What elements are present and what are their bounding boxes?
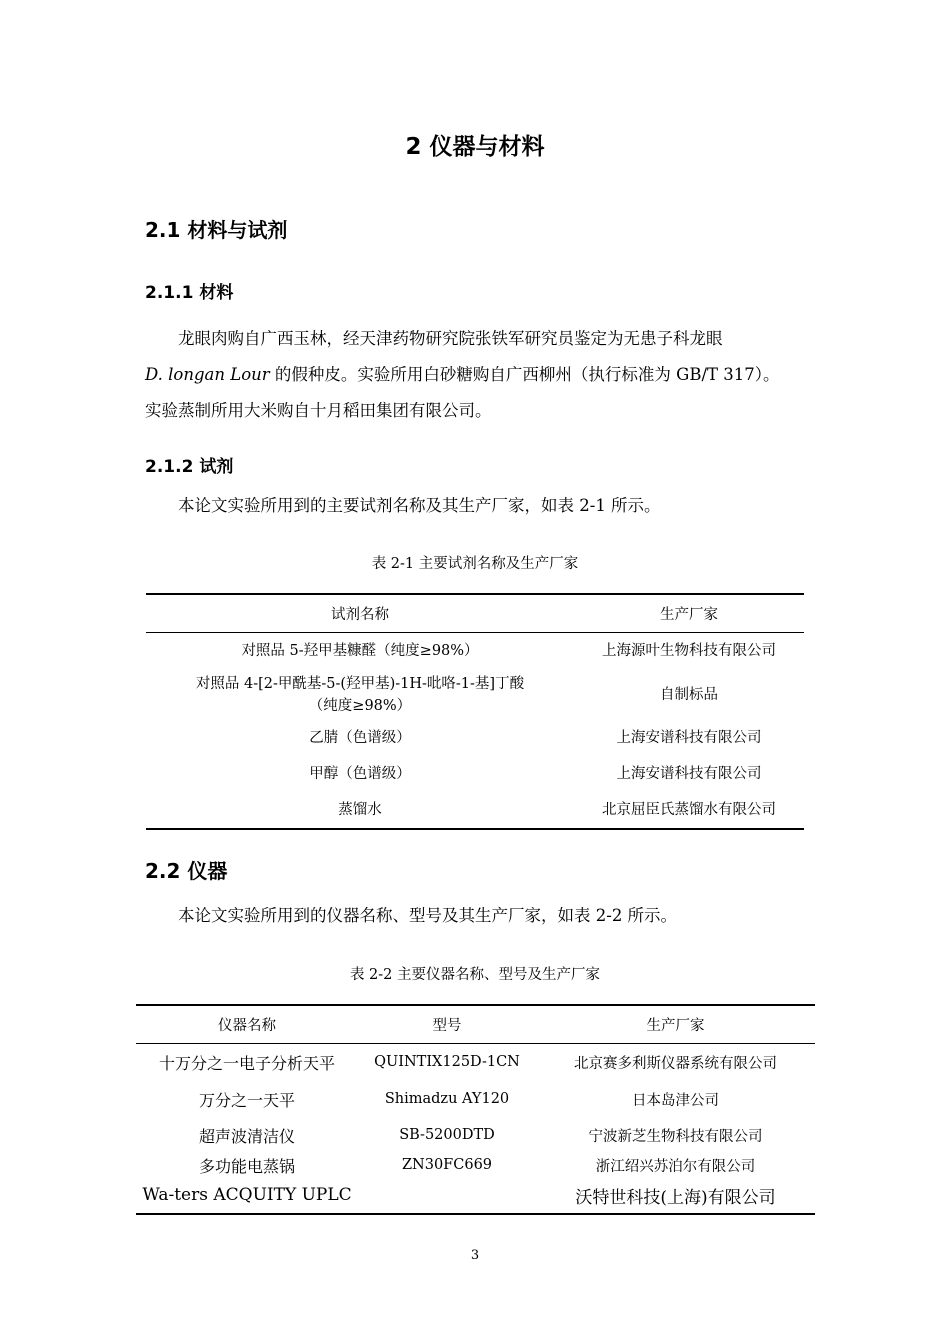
table-header-row bbox=[136, 1005, 815, 1044]
reagent-maker: 上海源叶生物科技有限公司 bbox=[602, 643, 776, 660]
table-2-1-caption: 表 2-1 主要试剂名称及生产厂家 bbox=[371, 556, 579, 572]
section-2-1-2-heading: 2.1.2 试剂 bbox=[145, 457, 234, 477]
reagents-table bbox=[146, 593, 804, 830]
section-2-2-heading: 2.2 仪器 bbox=[145, 859, 228, 883]
table-row bbox=[146, 720, 804, 756]
section-2-1-heading: 2.1 材料与试剂 bbox=[145, 218, 288, 242]
table-row bbox=[136, 1044, 815, 1081]
reagent-maker: 上海安谱科技有限公司 bbox=[616, 765, 762, 782]
instrument-maker: 北京赛多利斯仪器系统有限公司 bbox=[574, 1055, 777, 1072]
instrument-model bbox=[358, 1178, 536, 1214]
table-row bbox=[146, 792, 804, 829]
column-header-maker: 生产厂家 bbox=[574, 594, 804, 633]
instrument-name: 多功能电蒸锅 bbox=[198, 1156, 295, 1176]
instrument-name: 超声波清洁仪 bbox=[198, 1126, 295, 1146]
reagent-name: 蒸馏水 bbox=[338, 801, 382, 818]
instrument-maker: 宁波新芝生物科技有限公司 bbox=[588, 1128, 763, 1145]
instrument-maker: 浙江绍兴苏泊尔有限公司 bbox=[595, 1158, 756, 1175]
table-row bbox=[136, 1118, 815, 1153]
instrument-model: SB-5200DTD bbox=[399, 1127, 495, 1143]
reagent-maker: 北京屈臣氏蒸馏水有限公司 bbox=[602, 801, 776, 818]
instrument-name: 万分之一天平 bbox=[198, 1090, 295, 1110]
column-header-maker: 生产厂家 bbox=[536, 1005, 815, 1044]
instrument-model: ZN30FC669 bbox=[401, 1157, 493, 1173]
reagent-name-line-1: 对照品 4-[2-甲酰基-5-(羟甲基)-1H-吡咯-1-基]丁酸 bbox=[195, 675, 525, 692]
instrument-model: QUINTIX125D-1CN bbox=[374, 1054, 520, 1071]
instruments-intro-text: 本论文实验所用到的仪器名称、型号及其生产厂家，如表 2-2 所示。 bbox=[178, 906, 678, 925]
species-name: D. longan Lour bbox=[145, 365, 270, 384]
table-row bbox=[146, 633, 804, 670]
reagent-name-line-2: （纯度≥98%） bbox=[308, 697, 412, 714]
table-row bbox=[136, 1081, 815, 1118]
instrument-model: Shimadzu AY120 bbox=[384, 1091, 510, 1107]
column-header-reagent: 试剂名称 bbox=[146, 594, 574, 633]
instrument-name: 十万分之一电子分析天平 bbox=[158, 1053, 335, 1073]
reagent-name: 对照品 5-羟甲基糠醛（纯度≥98%） bbox=[241, 643, 479, 660]
table-row bbox=[146, 756, 804, 792]
instruments-table bbox=[136, 1004, 815, 1215]
reagent-maker: 上海安谱科技有限公司 bbox=[616, 729, 762, 746]
reagent-maker: 自制标品 bbox=[660, 686, 718, 703]
table-2-2-caption: 表 2-2 主要仪器名称、型号及生产厂家 bbox=[349, 967, 601, 983]
instruments-intro bbox=[145, 898, 810, 934]
materials-line-1: 龙眼肉购自广西玉林，经天津药物研究院张铁军研究员鉴定为无患子科龙眼 bbox=[178, 329, 723, 348]
materials-paragraph bbox=[145, 321, 810, 429]
section-2-1-1-heading: 2.1.1 材料 bbox=[145, 283, 234, 303]
reagents-intro bbox=[145, 488, 810, 524]
materials-line-2 bbox=[145, 357, 810, 393]
reagent-name: 乙腈（色谱级） bbox=[309, 729, 411, 746]
column-header-instrument: 仪器名称 bbox=[136, 1005, 358, 1044]
table-row bbox=[146, 670, 804, 720]
page-number: 3 bbox=[470, 1248, 480, 1263]
materials-line-2-text: 的假种皮。实验所用白砂糖购自广西柳州（执行标准为 GB/T 317）。 bbox=[274, 365, 780, 384]
reagent-name: 甲醇（色谱级） bbox=[309, 765, 411, 782]
instrument-maker: 日本岛津公司 bbox=[632, 1092, 719, 1109]
column-header-model: 型号 bbox=[358, 1005, 536, 1044]
instrument-name: Wa-ters ACQUITY UPLC bbox=[142, 1185, 352, 1205]
table-row bbox=[136, 1153, 815, 1178]
chapter-title: 2 仪器与材料 bbox=[405, 134, 545, 160]
table-row bbox=[136, 1178, 815, 1214]
reagents-intro-text: 本论文实验所用到的主要试剂名称及其生产厂家，如表 2-1 所示。 bbox=[178, 496, 661, 515]
table-header-row bbox=[146, 594, 804, 633]
instrument-maker: 沃特世科技(上海)有限公司 bbox=[575, 1187, 776, 1208]
reagent-name bbox=[146, 670, 574, 720]
materials-line-3: 实验蒸制所用大米购自十月稻田集团有限公司。 bbox=[145, 401, 492, 420]
